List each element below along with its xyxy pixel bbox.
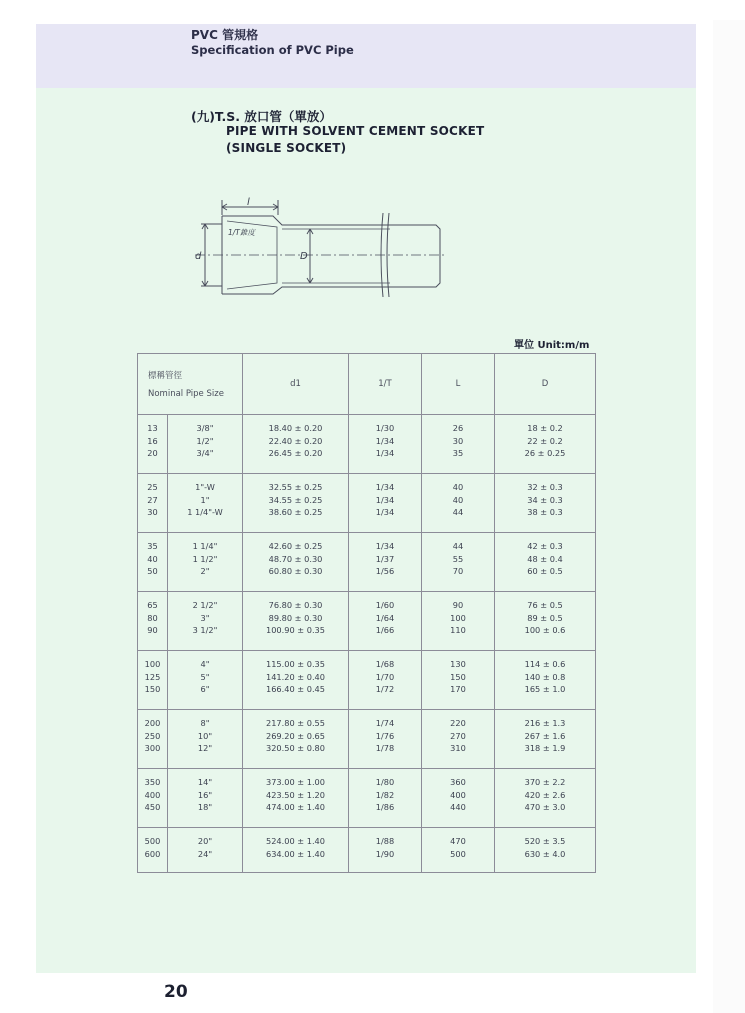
cell-D — [495, 769, 596, 828]
table-row — [138, 415, 596, 474]
cell-value: 216 ± 1.3 — [524, 718, 566, 728]
pipe-spigot-end — [390, 225, 440, 287]
cell-D — [495, 710, 596, 769]
cell-value: 32.55 ± 0.25 — [268, 482, 323, 492]
cell-value: 26.45 ± 0.20 — [268, 448, 323, 458]
cell-size-mm — [138, 651, 168, 710]
cell-value: 1/82 — [375, 789, 395, 800]
page-edge — [713, 20, 745, 1013]
cell-value: 3/4" — [196, 448, 214, 458]
cell-value: 44 — [452, 507, 464, 517]
cell-value: 100 — [450, 612, 466, 623]
cell-value: 300 — [144, 743, 161, 753]
cell-value: 50 — [147, 566, 158, 576]
cell-value: 10" — [197, 730, 213, 741]
cell-value: 60 ± 0.5 — [527, 566, 563, 576]
cell-value: 125 — [144, 671, 161, 682]
cell-value: 1/72 — [375, 684, 395, 694]
cell-size-inch — [168, 651, 243, 710]
cell-value: 400 — [144, 789, 161, 800]
cell-value: 1 1/2" — [192, 553, 218, 564]
cell-taper — [349, 474, 422, 533]
cell-taper — [349, 651, 422, 710]
cell-value: 18 ± 0.2 — [527, 423, 563, 433]
cell-value: 114 ± 0.6 — [524, 659, 566, 669]
cell-value: 40 — [452, 494, 464, 505]
cell-value: 18.40 ± 0.20 — [268, 423, 323, 433]
cell-value: 38.60 ± 0.25 — [268, 507, 323, 517]
cell-d1 — [243, 828, 349, 873]
cell-value: 48 ± 0.4 — [527, 553, 563, 564]
cell-size-inch — [168, 533, 243, 592]
table-body — [138, 415, 596, 873]
cell-value: 420 ± 2.6 — [524, 789, 566, 800]
cell-value: 500 — [450, 848, 466, 859]
cell-value: 1/64 — [375, 612, 395, 623]
cell-value: 1/34 — [375, 494, 395, 505]
cell-value: 115.00 ± 0.35 — [266, 659, 325, 669]
cell-value: 1"-W — [195, 482, 215, 492]
cell-value: 130 — [450, 659, 466, 669]
cell-size-inch — [168, 474, 243, 533]
cell-size-mm — [138, 415, 168, 474]
cell-L — [422, 651, 495, 710]
cell-D — [495, 533, 596, 592]
table-row — [138, 769, 596, 828]
cell-value: 1" — [200, 494, 210, 505]
cell-size-inch — [168, 710, 243, 769]
cell-value: 1 1/4"-W — [187, 507, 223, 517]
cell-value: 2" — [200, 566, 210, 576]
cell-value: 16 — [147, 435, 158, 446]
cell-value: 42.60 ± 0.25 — [268, 541, 323, 551]
section-subtitle-en: (SINGLE SOCKET) — [226, 141, 347, 155]
cell-value: 90 — [452, 600, 464, 610]
table-header-row — [138, 354, 596, 415]
table-row — [138, 533, 596, 592]
cell-value: 320.50 ± 0.80 — [266, 743, 325, 753]
table-row — [138, 710, 596, 769]
cell-value: 90 — [147, 625, 158, 635]
cell-value: 141.20 ± 0.40 — [266, 671, 325, 682]
cell-value: 370 ± 2.2 — [524, 777, 566, 787]
cell-value: 5" — [200, 671, 210, 682]
cell-value: 474.00 ± 1.40 — [266, 802, 325, 812]
cell-value: 269.20 ± 0.65 — [266, 730, 325, 741]
cell-value: 2 1/2" — [192, 600, 218, 610]
cell-value: 318 ± 1.9 — [524, 743, 566, 753]
cell-d1 — [243, 474, 349, 533]
cell-value: 1/30 — [375, 423, 395, 433]
cell-value: 423.50 ± 1.20 — [266, 789, 325, 800]
cell-L — [422, 533, 495, 592]
cell-value: 634.00 ± 1.40 — [266, 848, 325, 859]
cell-value: 35 — [147, 541, 158, 551]
header-nominal-zh: 標稱管徑 — [148, 371, 183, 381]
cell-value: 217.80 ± 0.55 — [266, 718, 325, 728]
cell-size-mm — [138, 828, 168, 873]
cell-value: 89 ± 0.5 — [527, 612, 563, 623]
cell-value: 76.80 ± 0.30 — [268, 600, 323, 610]
cell-size-inch — [168, 828, 243, 873]
spec-table — [137, 353, 596, 873]
table-row — [138, 828, 596, 873]
header-taper: 1/T — [349, 354, 422, 415]
cell-size-inch — [168, 769, 243, 828]
section-title-en: PIPE WITH SOLVENT CEMENT SOCKET — [226, 124, 485, 138]
cell-value: 1/34 — [375, 507, 395, 517]
label-D: D — [300, 251, 308, 262]
cell-d1 — [243, 415, 349, 474]
cell-size-inch — [168, 415, 243, 474]
cell-value: 1/2" — [196, 435, 214, 446]
cell-d1 — [243, 533, 349, 592]
cell-value: 500 — [144, 836, 161, 846]
cell-value: 270 — [450, 730, 466, 741]
cell-taper — [349, 533, 422, 592]
cell-value: 20" — [197, 836, 213, 846]
cell-D — [495, 474, 596, 533]
cell-value: 100.90 ± 0.35 — [266, 625, 325, 635]
cell-value: 250 — [144, 730, 161, 741]
header-D: D — [495, 354, 596, 415]
cell-value: 16" — [197, 789, 213, 800]
cell-value: 27 — [147, 494, 158, 505]
cell-value: 35 — [452, 448, 464, 458]
cell-value: 40 — [452, 482, 464, 492]
cell-value: 110 — [450, 625, 466, 635]
cell-d1 — [243, 592, 349, 651]
cell-value: 22.40 ± 0.20 — [268, 435, 323, 446]
cell-taper — [349, 769, 422, 828]
cell-value: 38 ± 0.3 — [527, 507, 563, 517]
cell-value: 30 — [452, 435, 464, 446]
cell-value: 18" — [197, 802, 213, 812]
cell-value: 360 — [450, 777, 466, 787]
cell-value: 13 — [147, 423, 158, 433]
cell-size-mm — [138, 533, 168, 592]
pipe-outer-bottom — [222, 287, 390, 294]
cell-value: 310 — [450, 743, 466, 753]
cell-value: 150 — [144, 684, 161, 694]
cell-size-mm — [138, 710, 168, 769]
cell-value: 1/76 — [375, 730, 395, 741]
cell-size-mm — [138, 592, 168, 651]
cell-value: 24" — [197, 848, 213, 859]
cell-value: 8" — [200, 718, 210, 728]
cell-value: 1/90 — [375, 848, 395, 859]
cell-value: 22 ± 0.2 — [527, 435, 563, 446]
cell-value: 1/34 — [375, 448, 395, 458]
cell-value: 1/80 — [375, 777, 395, 787]
cell-value: 373.00 ± 1.00 — [266, 777, 325, 787]
cell-value: 100 — [144, 659, 161, 669]
cell-value: 150 — [450, 671, 466, 682]
table-row — [138, 592, 596, 651]
cell-value: 26 — [452, 423, 464, 433]
cell-value: 1/34 — [375, 541, 395, 551]
cell-value: 3 1/2" — [192, 625, 218, 635]
cell-d1 — [243, 769, 349, 828]
header-d1: d1 — [243, 354, 349, 415]
table-row — [138, 474, 596, 533]
cell-value: 200 — [144, 718, 161, 728]
pipe-diagram — [190, 195, 450, 305]
cell-L — [422, 769, 495, 828]
cell-value: 1/74 — [375, 718, 395, 728]
cell-value: 166.40 ± 0.45 — [266, 684, 325, 694]
cell-value: 89.80 ± 0.30 — [268, 612, 323, 623]
cell-L — [422, 828, 495, 873]
cell-taper — [349, 415, 422, 474]
cell-value: 165 ± 1.0 — [524, 684, 566, 694]
section-title-zh: (九)T.S. 放口管（單放） — [191, 109, 332, 124]
cell-value: 1 1/4" — [192, 541, 218, 551]
cell-value: 1/70 — [375, 671, 395, 682]
cell-value: 48.70 ± 0.30 — [268, 553, 323, 564]
cell-value: 42 ± 0.3 — [527, 541, 563, 551]
cell-taper — [349, 592, 422, 651]
cell-value: 267 ± 1.6 — [524, 730, 566, 741]
cell-value: 1/56 — [375, 566, 395, 576]
cell-size-mm — [138, 769, 168, 828]
cell-value: 1/34 — [375, 482, 395, 492]
cell-taper — [349, 828, 422, 873]
cell-L — [422, 710, 495, 769]
cell-value: 3/8" — [196, 423, 214, 433]
page-number: 20 — [164, 982, 188, 1002]
cell-value: 30 — [147, 507, 158, 517]
label-taper: 1/T錐度 — [228, 228, 255, 237]
cell-L — [422, 592, 495, 651]
cell-value: 470 — [450, 836, 466, 846]
cell-D — [495, 651, 596, 710]
cell-value: 470 ± 3.0 — [524, 802, 566, 812]
cell-size-mm — [138, 474, 168, 533]
cell-value: 80 — [147, 612, 158, 623]
cell-D — [495, 828, 596, 873]
cell-value: 6" — [200, 684, 210, 694]
cell-value: 32 ± 0.3 — [527, 482, 563, 492]
cell-d1 — [243, 651, 349, 710]
cell-value: 44 — [452, 541, 464, 551]
cell-value: 1/60 — [375, 600, 395, 610]
header-title-zh: PVC 管規格 — [191, 28, 259, 42]
cell-value: 140 ± 0.8 — [524, 671, 566, 682]
cell-value: 400 — [450, 789, 466, 800]
cell-value: 3" — [200, 612, 210, 623]
table-row — [138, 651, 596, 710]
cell-taper — [349, 710, 422, 769]
header-band — [36, 24, 696, 88]
label-l: l — [247, 197, 250, 208]
cell-value: 12" — [197, 743, 213, 753]
cell-D — [495, 592, 596, 651]
cell-value: 70 — [452, 566, 464, 576]
unit-label: 單位 Unit:m/m — [514, 340, 590, 351]
cell-value: 76 ± 0.5 — [527, 600, 563, 610]
cell-value: 26 ± 0.25 — [524, 448, 566, 458]
cell-value: 60.80 ± 0.30 — [268, 566, 323, 576]
cell-L — [422, 415, 495, 474]
cell-value: 4" — [200, 659, 210, 669]
header-nominal-en: Nominal Pipe Size — [148, 389, 224, 399]
cell-value: 34.55 ± 0.25 — [268, 494, 323, 505]
cell-value: 1/78 — [375, 743, 395, 753]
cell-value: 1/66 — [375, 625, 395, 635]
header-nominal-size — [138, 354, 243, 415]
cell-value: 350 — [144, 777, 161, 787]
cell-value: 65 — [147, 600, 158, 610]
cell-D — [495, 415, 596, 474]
header-title-en: Specification of PVC Pipe — [191, 43, 354, 57]
cell-value: 40 — [147, 553, 158, 564]
cell-value: 520 ± 3.5 — [524, 836, 566, 846]
cell-d1 — [243, 710, 349, 769]
cell-value: 440 — [450, 802, 466, 812]
cell-value: 630 ± 4.0 — [524, 848, 566, 859]
cell-value: 220 — [450, 718, 466, 728]
label-d: d — [195, 251, 202, 262]
cell-value: 34 ± 0.3 — [527, 494, 563, 505]
cell-value: 1/86 — [375, 802, 395, 812]
cell-value: 170 — [450, 684, 466, 694]
cell-value: 25 — [147, 482, 158, 492]
cell-value: 100 ± 0.6 — [524, 625, 566, 635]
cell-value: 600 — [144, 848, 161, 859]
cell-L — [422, 474, 495, 533]
cell-value: 55 — [452, 553, 464, 564]
cell-value: 1/34 — [375, 435, 395, 446]
cell-value: 1/68 — [375, 659, 395, 669]
cell-value: 20 — [147, 448, 158, 458]
cell-value: 524.00 ± 1.40 — [266, 836, 325, 846]
cell-value: 14" — [197, 777, 213, 787]
cell-size-inch — [168, 592, 243, 651]
cell-value: 450 — [144, 802, 161, 812]
cell-value: 1/88 — [375, 836, 395, 846]
header-L: L — [422, 354, 495, 415]
cell-value: 1/37 — [375, 553, 395, 564]
